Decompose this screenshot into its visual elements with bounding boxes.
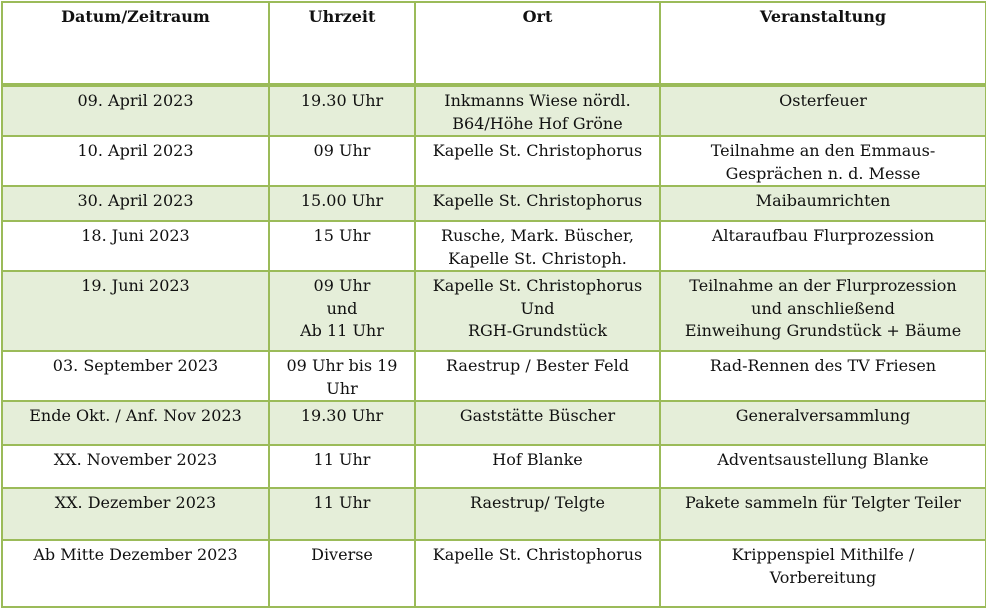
cell-time: 15 Uhr <box>269 221 415 271</box>
header-event: Veranstaltung <box>660 2 986 85</box>
header-row <box>2 2 986 85</box>
cell-event: Maibaumrichten <box>660 186 986 221</box>
cell-event: Pakete sammeln für Telgter Teiler <box>660 488 986 540</box>
cell-time: 11 Uhr <box>269 445 415 488</box>
cell-place: Inkmanns Wiese nördl. B64/Höhe Hof Gröne <box>415 85 660 136</box>
cell-place: Rusche, Mark. Büscher, Kapelle St. Christoph. <box>415 221 660 271</box>
table-row <box>2 540 986 607</box>
cell-event: Teilnahme an der Flurprozession und anschließend Einweihung Grundstück + Bäume <box>660 271 986 351</box>
cell-date: XX. November 2023 <box>2 445 269 488</box>
cell-time: 09 Uhr und Ab 11 Uhr <box>269 271 415 351</box>
cell-date: 03. September 2023 <box>2 351 269 401</box>
cell-date: XX. Dezember 2023 <box>2 488 269 540</box>
cell-time: 09 Uhr bis 19 Uhr <box>269 351 415 401</box>
cell-time: 19.30 Uhr <box>269 401 415 445</box>
cell-event: Osterfeuer <box>660 85 986 136</box>
cell-event: Generalversammlung <box>660 401 986 445</box>
cell-event: Teilnahme an den Emmaus- Gesprächen n. d. Messe <box>660 136 986 186</box>
table-row <box>2 221 986 271</box>
events-table <box>1 1 986 608</box>
cell-event: Adventsaustellung Blanke <box>660 445 986 488</box>
cell-place: Raestrup / Bester Feld <box>415 351 660 401</box>
cell-place: Kapelle St. Christophorus <box>415 186 660 221</box>
cell-place: Raestrup/ Telgte <box>415 488 660 540</box>
cell-date: 10. April 2023 <box>2 136 269 186</box>
table-row <box>2 445 986 488</box>
cell-event: Krippenspiel Mithilfe / Vorbereitung <box>660 540 986 607</box>
cell-place: Hof Blanke <box>415 445 660 488</box>
table-row <box>2 136 986 186</box>
cell-date: 09. April 2023 <box>2 85 269 136</box>
cell-place: Kapelle St. Christophorus <box>415 540 660 607</box>
table-row <box>2 351 986 401</box>
cell-place: Kapelle St. Christophorus <box>415 136 660 186</box>
cell-date: 19. Juni 2023 <box>2 271 269 351</box>
cell-event: Altaraufbau Flurprozession <box>660 221 986 271</box>
header-date: Datum/Zeitraum <box>2 2 269 85</box>
table-row <box>2 186 986 221</box>
cell-date: 18. Juni 2023 <box>2 221 269 271</box>
cell-place: Kapelle St. Christophorus Und RGH-Grundstück <box>415 271 660 351</box>
cell-time: 15.00 Uhr <box>269 186 415 221</box>
header-place: Ort <box>415 2 660 85</box>
cell-date: Ab Mitte Dezember 2023 <box>2 540 269 607</box>
cell-place: Gaststätte Büscher <box>415 401 660 445</box>
table-row <box>2 271 986 351</box>
header-time: Uhrzeit <box>269 2 415 85</box>
cell-event: Rad-Rennen des TV Friesen <box>660 351 986 401</box>
cell-time: 19.30 Uhr <box>269 85 415 136</box>
table-row <box>2 401 986 445</box>
cell-date: 30. April 2023 <box>2 186 269 221</box>
table-row <box>2 85 986 136</box>
cell-time: 09 Uhr <box>269 136 415 186</box>
cell-time: 11 Uhr <box>269 488 415 540</box>
cell-time: Diverse <box>269 540 415 607</box>
cell-date: Ende Okt. / Anf. Nov 2023 <box>2 401 269 445</box>
table-row <box>2 488 986 540</box>
